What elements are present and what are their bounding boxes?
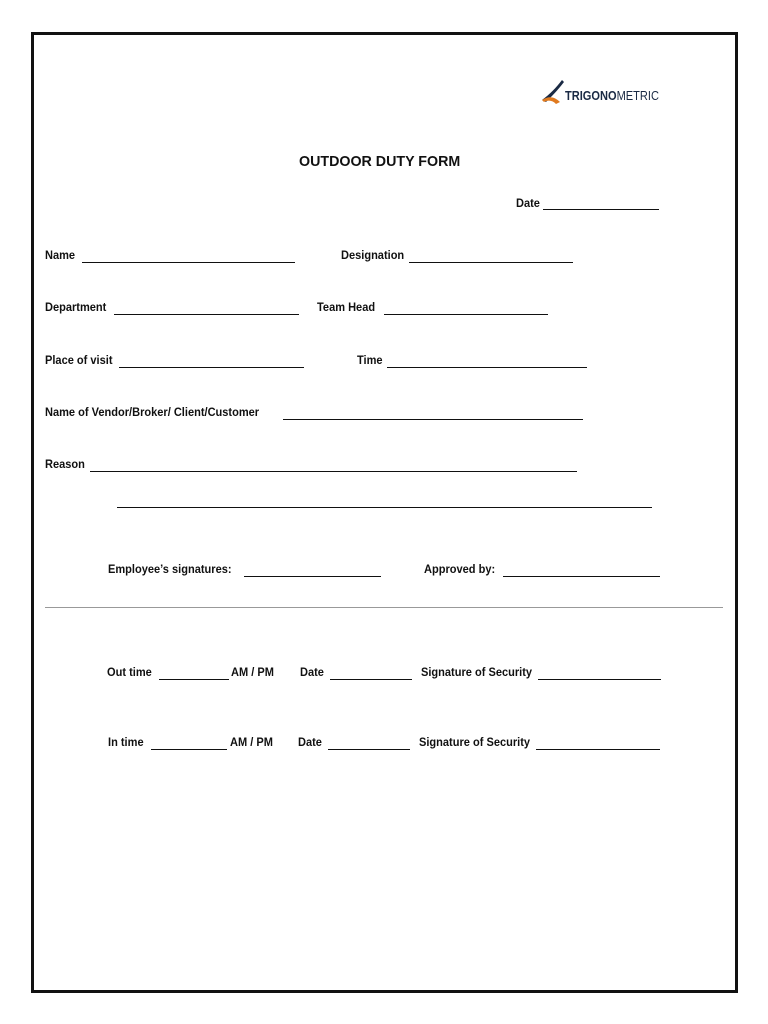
designation-label: Designation — [341, 248, 405, 262]
company-logo — [540, 78, 670, 112]
in-security-signature-label: Signature of Security — [419, 735, 531, 749]
in-time-field[interactable] — [151, 749, 227, 750]
in-security-signature-field[interactable] — [536, 749, 660, 750]
name-label: Name — [45, 248, 76, 262]
department-label: Department — [45, 300, 107, 314]
date-field[interactable] — [543, 209, 659, 210]
vendor-field[interactable] — [283, 419, 583, 420]
place-of-visit-label: Place of visit — [45, 353, 113, 367]
logo-brand-bold: TRIGONO — [565, 88, 617, 103]
approved-by-label: Approved by: — [424, 562, 496, 576]
approved-by-field[interactable] — [503, 576, 660, 577]
in-time-label: In time — [108, 735, 144, 749]
out-time-label: Out time — [107, 665, 152, 679]
out-security-signature-field[interactable] — [538, 679, 661, 680]
department-field[interactable] — [114, 314, 299, 315]
out-date-field[interactable] — [330, 679, 412, 680]
reason-label: Reason — [45, 457, 85, 471]
time-field[interactable] — [387, 367, 587, 368]
logo-brand-light: METRIC — [616, 88, 659, 103]
in-ampm-label: AM / PM — [230, 735, 273, 749]
reason-field[interactable] — [90, 471, 577, 472]
in-date-label: Date — [298, 735, 322, 749]
out-time-field[interactable] — [159, 679, 229, 680]
logo-wordmark — [565, 88, 659, 103]
date-label: Date — [516, 196, 540, 210]
vendor-label: Name of Vendor/Broker/ Client/Customer — [45, 405, 260, 419]
form-border — [31, 32, 738, 993]
form-title: OUTDOOR DUTY FORM — [299, 153, 461, 170]
employee-signature-label: Employee’s signatures: — [108, 562, 232, 576]
team-head-label: Team Head — [317, 300, 376, 314]
name-field[interactable] — [82, 262, 295, 263]
designation-field[interactable] — [409, 262, 573, 263]
employee-signature-field[interactable] — [244, 576, 381, 577]
in-date-field[interactable] — [328, 749, 410, 750]
out-security-signature-label: Signature of Security — [421, 665, 533, 679]
reason-field-continued[interactable] — [117, 507, 652, 508]
place-of-visit-field[interactable] — [119, 367, 304, 368]
out-ampm-label: AM / PM — [231, 665, 274, 679]
team-head-field[interactable] — [384, 314, 548, 315]
out-date-label: Date — [300, 665, 324, 679]
logo-mark-icon — [540, 78, 566, 108]
section-divider — [45, 607, 723, 608]
time-label: Time — [357, 353, 383, 367]
